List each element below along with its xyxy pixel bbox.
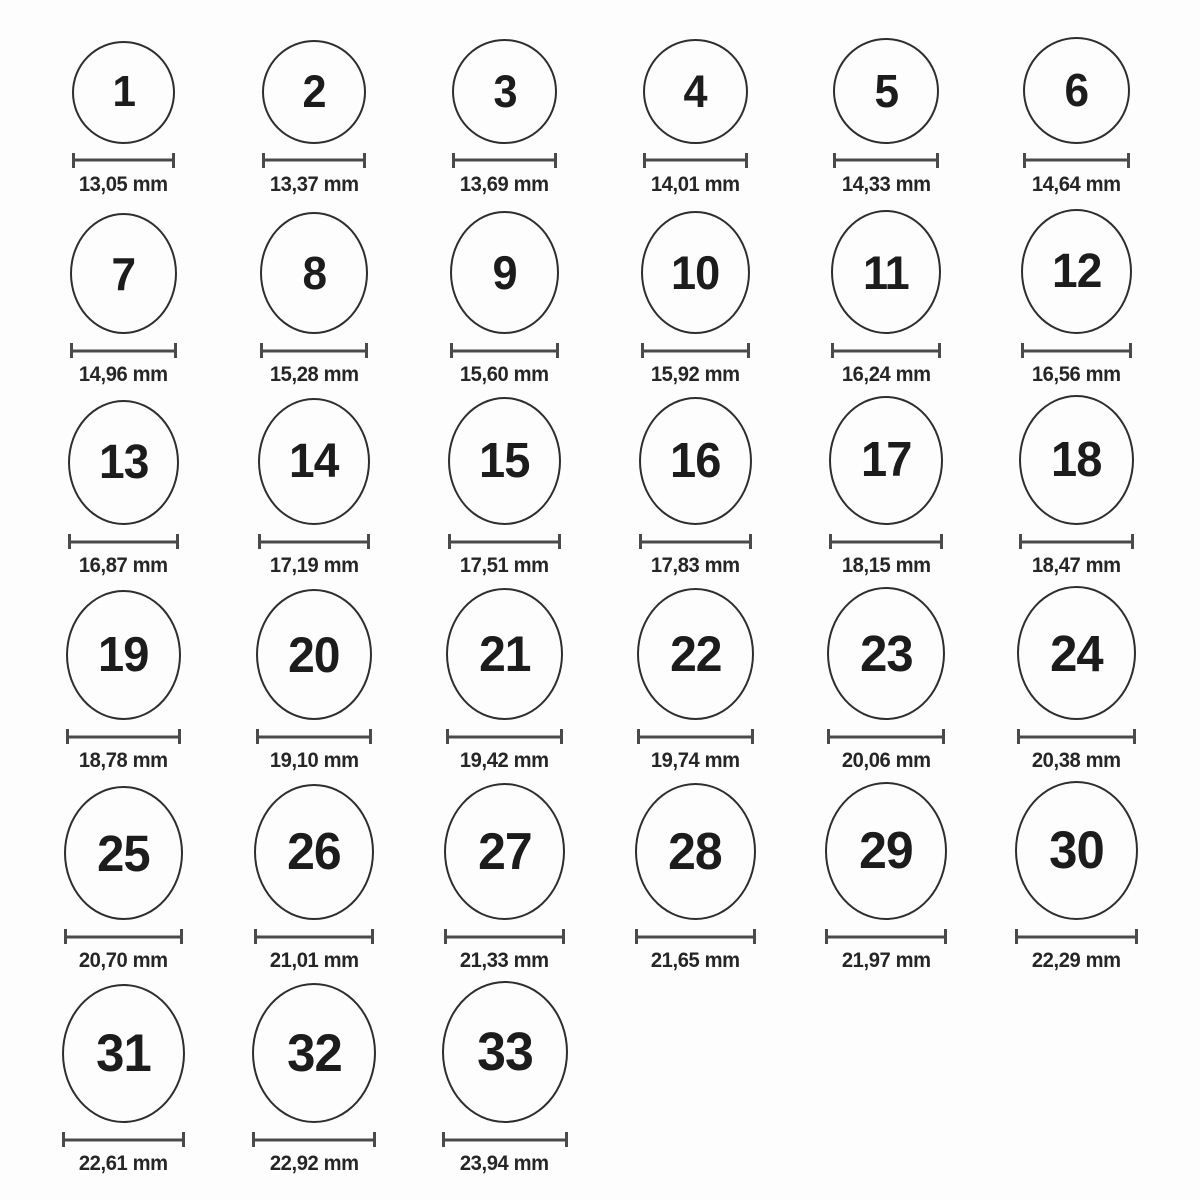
ring-circle (1023, 37, 1130, 144)
ring-size-cell (981, 14, 1172, 205)
dimension-line-bar (643, 349, 748, 352)
ring-size-cell (791, 205, 982, 396)
diameter-label: 17,83 mm (650, 554, 740, 577)
ring-size-cell (600, 14, 791, 205)
diameter-label: 21,97 mm (841, 949, 931, 972)
ring-circle (825, 782, 947, 920)
ring-size-number: 28 (668, 822, 723, 881)
ring-size-number: 19 (98, 627, 149, 682)
dimension-line-bar (72, 349, 175, 352)
dimension-line-bar (448, 735, 561, 738)
ring-circle (829, 396, 943, 525)
ring-circle (68, 400, 179, 525)
diameter-dimension-line (64, 929, 183, 944)
ring-circle (262, 40, 366, 144)
ring-size-cell (409, 781, 600, 981)
ring-circle (639, 397, 752, 525)
ring-size-number: 18 (1051, 432, 1102, 487)
diameter-dimension-line (1023, 153, 1130, 168)
ring-size-number: 15 (479, 433, 530, 488)
ring-size-number: 12 (1051, 244, 1102, 298)
dimension-line-bar (260, 540, 368, 543)
dimension-line-bar (639, 735, 752, 738)
ring-size-cell (600, 781, 791, 981)
dimension-line-bar (827, 935, 945, 938)
dimension-line-bar (446, 935, 563, 938)
ring-circle (66, 590, 181, 720)
diameter-dimension-line (256, 729, 372, 744)
dimension-line-bar (1019, 735, 1134, 738)
ring-size-number: 24 (1050, 624, 1103, 682)
ring-size-cell (219, 781, 410, 981)
ring-circle (446, 588, 563, 720)
diameter-label: 15,92 mm (650, 363, 740, 386)
ring-size-cell (219, 14, 410, 205)
diameter-dimension-line (643, 153, 748, 168)
diameter-label: 19,74 mm (650, 749, 740, 772)
dimension-line-bar (637, 935, 754, 938)
diameter-label: 20,70 mm (78, 949, 168, 972)
diameter-label: 15,60 mm (460, 363, 550, 386)
dimension-line-bar (256, 935, 372, 938)
ring-circle (1017, 586, 1136, 720)
diameter-dimension-line (252, 1132, 376, 1147)
diameter-dimension-line (827, 729, 945, 744)
ring-size-number: 13 (98, 435, 148, 489)
diameter-dimension-line (635, 929, 756, 944)
ring-size-number: 4 (683, 65, 707, 117)
dimension-line-bar (833, 349, 939, 352)
diameter-label: 19,10 mm (269, 749, 359, 772)
ring-size-number: 27 (477, 822, 532, 881)
dimension-line-bar (254, 1138, 374, 1141)
ring-size-number: 1 (112, 67, 135, 116)
diameter-dimension-line (450, 343, 559, 358)
ring-size-number: 32 (286, 1023, 342, 1083)
diameter-dimension-line (829, 534, 943, 549)
diameter-dimension-line (639, 534, 752, 549)
ring-size-cell (981, 781, 1172, 981)
dimension-line-bar (1021, 540, 1132, 543)
dimension-line-bar (262, 349, 366, 352)
ring-size-cell (981, 395, 1172, 586)
ring-circle (1021, 209, 1132, 334)
ring-size-number: 2 (302, 66, 326, 117)
ring-size-cell (600, 586, 791, 781)
ring-circle (643, 39, 748, 144)
ring-circle (831, 210, 941, 334)
ring-circle (452, 39, 557, 144)
diameter-dimension-line (831, 343, 941, 358)
diameter-label: 16,24 mm (841, 363, 931, 386)
diameter-label: 17,51 mm (460, 554, 550, 577)
dimension-line-bar (1017, 935, 1136, 938)
ring-circle (70, 213, 177, 334)
dimension-line-bar (444, 1138, 566, 1141)
ring-size-cell (28, 205, 219, 396)
ring-circle (637, 588, 754, 720)
ring-circle (254, 784, 374, 920)
dimension-line-bar (70, 540, 177, 543)
diameter-label: 20,06 mm (841, 749, 931, 772)
ring-size-number: 9 (492, 246, 517, 299)
ring-size-number: 7 (111, 247, 136, 300)
diameter-dimension-line (637, 729, 754, 744)
diameter-dimension-line (70, 343, 177, 358)
dimension-line-bar (641, 540, 750, 543)
ring-circle (833, 38, 939, 144)
dimension-line-bar (1023, 349, 1130, 352)
dimension-line-bar (645, 159, 746, 162)
diameter-dimension-line (825, 929, 947, 944)
ring-circle (450, 211, 559, 334)
ring-size-cell (791, 781, 982, 981)
dimension-line-bar (64, 1138, 183, 1141)
ring-size-cell (409, 205, 600, 396)
diameter-label: 15,28 mm (269, 363, 359, 386)
diameter-dimension-line (68, 534, 179, 549)
dimension-line-bar (452, 349, 557, 352)
diameter-label: 18,47 mm (1032, 554, 1122, 577)
diameter-label: 22,29 mm (1032, 949, 1122, 972)
ring-size-number: 23 (859, 625, 913, 682)
ring-circle (444, 783, 565, 920)
ring-size-cell (219, 586, 410, 781)
ring-size-number: 17 (860, 433, 912, 487)
ring-size-cell (600, 205, 791, 396)
ring-size-number: 21 (478, 626, 531, 682)
diameter-label: 21,33 mm (460, 949, 550, 972)
diameter-dimension-line (262, 153, 366, 168)
diameter-dimension-line (442, 1132, 568, 1147)
diameter-label: 13,05 mm (78, 172, 168, 196)
ring-size-cell (791, 14, 982, 205)
ring-size-cell (219, 205, 410, 396)
ring-size-cell (28, 395, 219, 586)
diameter-label: 13,37 mm (269, 172, 359, 196)
ring-size-cell (791, 395, 982, 586)
ring-size-number: 31 (95, 1024, 151, 1083)
ring-size-cell (219, 395, 410, 586)
diameter-label: 23,94 mm (460, 1152, 550, 1175)
ring-size-number: 5 (874, 64, 898, 117)
ring-size-cell (409, 395, 600, 586)
ring-size-number: 14 (289, 434, 339, 488)
diameter-dimension-line (254, 929, 374, 944)
ring-size-number: 10 (671, 246, 720, 299)
dimension-line-bar (68, 735, 179, 738)
ring-size-cell (981, 205, 1172, 396)
dimension-line-bar (831, 540, 941, 543)
ring-size-number: 16 (670, 433, 721, 488)
diameter-label: 18,78 mm (78, 749, 168, 772)
ring-circle (641, 211, 750, 334)
ring-circle (62, 984, 185, 1123)
diameter-label: 14,33 mm (841, 172, 931, 196)
ring-size-cell (219, 981, 410, 1184)
ring-circle (635, 783, 756, 920)
dimension-line-bar (829, 735, 943, 738)
diameter-dimension-line (448, 534, 561, 549)
ring-size-number: 22 (669, 626, 722, 682)
ring-circle (252, 983, 376, 1123)
ring-circle (72, 41, 175, 144)
ring-size-cell (791, 586, 982, 781)
diameter-label: 14,96 mm (78, 363, 168, 386)
ring-size-cell (600, 395, 791, 586)
ring-size-number: 29 (859, 822, 913, 880)
ring-size-number: 20 (288, 626, 340, 683)
diameter-dimension-line (1021, 343, 1132, 358)
ring-size-number: 3 (493, 65, 517, 117)
ring-size-cell (409, 981, 600, 1184)
ring-size-cell (28, 14, 219, 205)
ring-size-number: 26 (287, 823, 341, 881)
diameter-dimension-line (258, 534, 370, 549)
ring-size-cell (28, 981, 219, 1184)
ring-size-number: 25 (97, 824, 150, 882)
ring-size-cell (28, 781, 219, 981)
ring-circle (827, 587, 945, 720)
diameter-dimension-line (72, 153, 175, 168)
ring-size-cell (409, 14, 600, 205)
ring-size-number: 11 (863, 245, 909, 299)
dimension-line-bar (264, 159, 364, 162)
diameter-dimension-line (444, 929, 565, 944)
ring-circle (260, 212, 368, 334)
diameter-label: 18,15 mm (841, 554, 931, 577)
dimension-line-bar (450, 540, 559, 543)
diameter-label: 21,01 mm (269, 949, 359, 972)
ring-size-number: 8 (302, 247, 326, 299)
diameter-dimension-line (1017, 729, 1136, 744)
diameter-label: 20,38 mm (1032, 749, 1122, 772)
diameter-dimension-line (1019, 534, 1134, 549)
diameter-label: 13,69 mm (460, 172, 550, 196)
ring-circle (256, 589, 372, 720)
diameter-label: 21,65 mm (650, 949, 740, 972)
diameter-label: 14,64 mm (1032, 172, 1122, 196)
diameter-dimension-line (260, 343, 368, 358)
ring-size-cell (28, 586, 219, 781)
ring-circle (64, 786, 183, 920)
diameter-dimension-line (62, 1132, 185, 1147)
diameter-label: 14,01 mm (650, 172, 740, 196)
diameter-label: 17,19 mm (269, 554, 359, 577)
dimension-line-bar (454, 159, 555, 162)
ring-circle (1015, 781, 1138, 920)
diameter-dimension-line (1015, 929, 1138, 944)
diameter-dimension-line (66, 729, 181, 744)
diameter-dimension-line (833, 153, 939, 168)
diameter-dimension-line (446, 729, 563, 744)
diameter-dimension-line (641, 343, 750, 358)
ring-circle (258, 398, 370, 525)
ring-size-number: 6 (1064, 64, 1089, 116)
ring-size-number: 30 (1049, 821, 1104, 880)
dimension-line-bar (66, 935, 181, 938)
diameter-label: 22,61 mm (78, 1152, 168, 1175)
dimension-line-bar (258, 735, 370, 738)
ring-size-cell (409, 586, 600, 781)
diameter-label: 16,87 mm (78, 554, 168, 577)
dimension-line-bar (74, 159, 173, 162)
ring-circle (442, 981, 568, 1123)
diameter-label: 19,42 mm (460, 749, 550, 772)
dimension-line-bar (1025, 159, 1128, 162)
ring-size-number: 33 (476, 1022, 533, 1082)
ring-circle (448, 397, 561, 525)
ring-circle (1019, 395, 1134, 525)
diameter-dimension-line (452, 153, 557, 168)
ring-size-cell (981, 586, 1172, 781)
dimension-line-bar (835, 159, 937, 162)
diameter-label: 16,56 mm (1032, 363, 1122, 386)
diameter-label: 22,92 mm (269, 1152, 359, 1175)
